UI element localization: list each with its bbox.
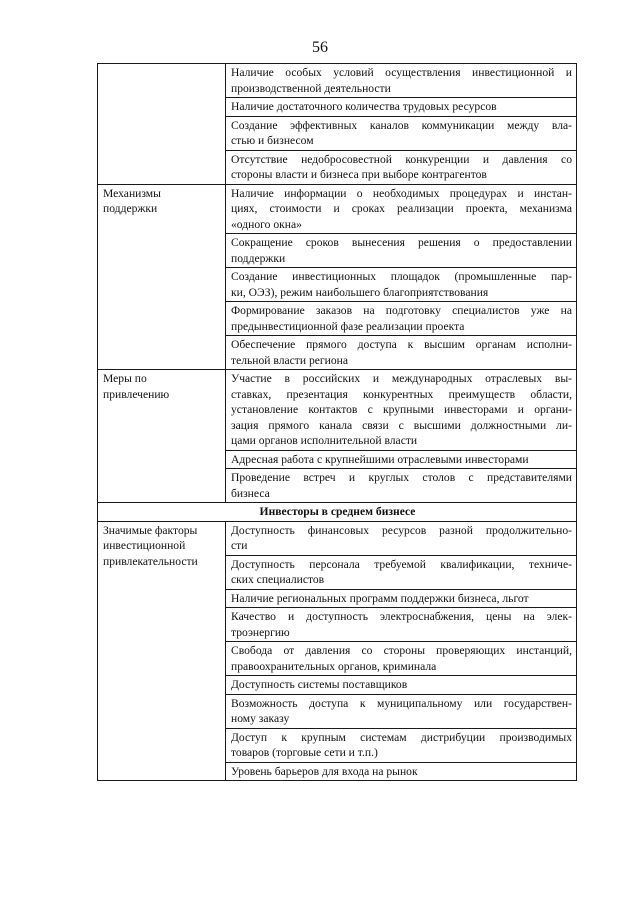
factor-cell [226, 234, 577, 268]
text-line: поддержки [231, 251, 286, 265]
category-cell-attraction-measures [98, 370, 226, 503]
text-line: Доступность системы поставщиков [231, 678, 408, 691]
text-line: установление контактов с крупными инвесторами и органи- [231, 403, 572, 416]
text-line: предынвестиционной фазе реализации проекта [231, 319, 465, 333]
factor-cell [226, 184, 577, 234]
text-line: бизнеса [231, 486, 270, 500]
text-line: стороны власти и бизнеса при выборе контрагентов [231, 168, 487, 181]
text-line: Сокращение сроков вынесения решения о предоставлении [231, 236, 572, 249]
table-row [98, 64, 577, 98]
factor-cell [226, 469, 577, 503]
text-line: Наличие информации о необходимых процедурах и инстан- [231, 186, 572, 200]
category-line: привлечению [103, 387, 170, 401]
text-line: Доступность финансовых ресурсов разной продолжительно- [231, 523, 572, 537]
factor-cell [226, 762, 577, 781]
text-line: производственной деятельности [231, 81, 391, 95]
factor-cell [226, 642, 577, 676]
text-line: Доступность персонала требуемой квалификации, техниче- [231, 557, 572, 571]
factor-cell [226, 116, 577, 150]
text-line: тельной власти региона [231, 353, 349, 367]
text-line: ских специалистов [231, 573, 325, 586]
text-line: зация прямого канала связи с высшими должностными ли- [231, 418, 572, 432]
factor-cell [226, 370, 577, 451]
text-line: сти [231, 539, 248, 552]
factor-cell [226, 268, 577, 302]
text-line: Отсутствие недобросовестной конкуренции и давления со [231, 152, 572, 166]
factor-cell [226, 521, 577, 555]
text-line: ки, ОЭЗ), режим наибольшего благоприятствования [231, 285, 489, 299]
text-line: Обеспечение прямого доступа к высшим органам исполни- [231, 338, 572, 351]
text-line: Возможность доступа к муниципальному или государствен- [231, 696, 572, 710]
text-line: Свобода от давления со стороны проверяющих инстанций, [231, 644, 572, 657]
text-line: ному заказу [231, 712, 290, 725]
factor-cell [226, 676, 577, 695]
text-line: Наличие региональных программ поддержки бизнеса, льгот [231, 591, 529, 605]
factor-cell [226, 728, 577, 762]
factor-cell [226, 302, 577, 336]
factors-table [97, 63, 577, 781]
text-line: Формирование заказов на подготовку специалистов уже на [231, 304, 572, 317]
table-row [98, 370, 577, 451]
text-line: Доступ к крупным системам дистрибуции производимых [231, 730, 572, 744]
category-line: Механизмы [103, 186, 161, 200]
text-line: товаров (торговые сети и т.п.) [231, 746, 378, 759]
text-line: Наличие достаточного количества трудовых ресурсов [231, 100, 497, 113]
factor-cell [226, 64, 577, 98]
text-line: Создание эффективных каналов коммуникации между вла- [231, 118, 572, 132]
section-heading: Инвесторы в среднем бизнесе [98, 503, 577, 522]
category-cell-support-mechanisms [98, 184, 226, 370]
text-line: Качество и доступность электроснабжения, цены на элек- [231, 610, 572, 623]
text-line: циях, стоимости и сроках реализации проекта, механизма [231, 202, 572, 215]
section-heading-row [98, 503, 577, 522]
text-line: троэнергию [231, 625, 290, 639]
table-row [98, 521, 577, 555]
category-line: поддержки [103, 202, 158, 215]
factor-cell [226, 98, 577, 117]
page-number: 56 [312, 39, 328, 56]
text-line: Участие в российских и международных отраслевых вы- [231, 372, 572, 385]
factor-cell [226, 150, 577, 184]
text-line: Наличие особых условий осуществления инвестиционной и [231, 66, 572, 79]
text-line: Проведение встреч и круглых столов с представителями [231, 471, 572, 484]
factor-cell [226, 555, 577, 589]
category-cell-blank [98, 64, 226, 185]
category-line: инвестиционной [103, 539, 186, 552]
text-line: цами органов исполнительной власти [231, 434, 418, 447]
text-line: Уровень барьеров для входа на рынок [231, 764, 418, 778]
text-line: стью и бизнесом [231, 134, 314, 147]
category-line: Значимые факторы [103, 523, 198, 537]
category-cell-investment-factors [98, 521, 226, 781]
category-line: Меры по [103, 372, 147, 385]
factor-cell [226, 336, 577, 370]
text-line: ставках, презентация конкурентных преимуществ области, [231, 387, 572, 401]
text-line: «одного окна» [231, 217, 302, 231]
factor-cell [226, 694, 577, 728]
category-line: привлекательности [103, 554, 198, 568]
text-line: Адресная работа с крупнейшими отраслевыми инвесторами [231, 452, 529, 466]
factor-cell [226, 608, 577, 642]
factor-cell [226, 450, 577, 469]
factor-cell [226, 589, 577, 608]
table-row [98, 184, 577, 234]
text-line: Создание инвестиционных площадок (промышленные пар- [231, 270, 572, 283]
text-line: правоохранительных органов, криминала [231, 659, 437, 673]
